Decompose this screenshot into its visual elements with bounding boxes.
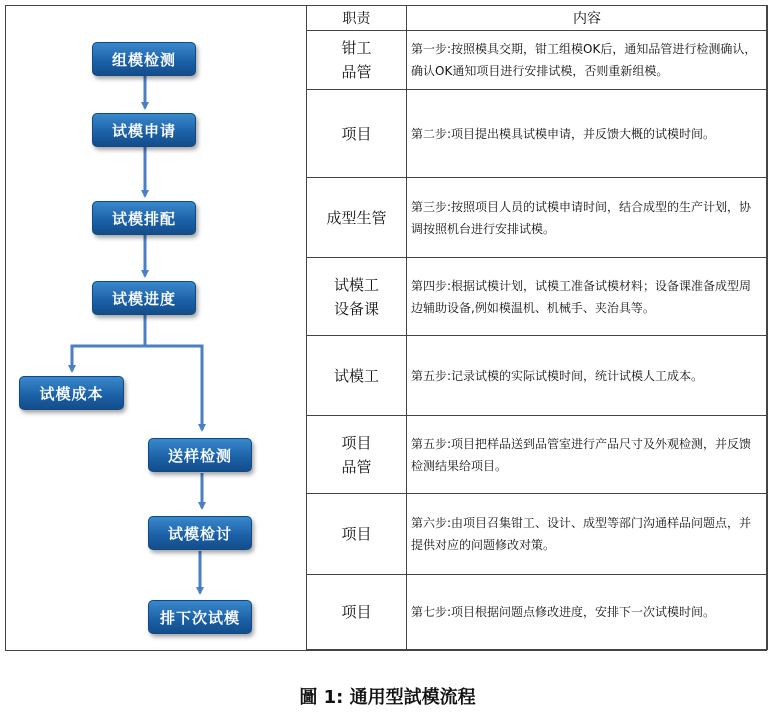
content-cell: 第四步:根据试模计划，试模工准备试模材料；设备课准备成型周边辅助设备,例如模温机、机械手、夹治具等。 <box>407 258 768 336</box>
flow-node-trial-scheduling: 试模排配 <box>92 201 196 235</box>
role-line: 项目 <box>341 433 372 452</box>
flow-node-trial-review: 试模检讨 <box>148 516 252 550</box>
header-content: 内容 <box>407 6 768 31</box>
role-line: 项目 <box>341 525 372 543</box>
role-line: 试模工 <box>333 275 379 294</box>
role-cell <box>307 178 407 258</box>
table-row <box>307 178 768 258</box>
flow-node-assembly-check: 组模检测 <box>92 42 196 76</box>
flow-node-trial-cost: 试模成本 <box>19 376 124 410</box>
content-cell: 第一步:按照模具交期，钳工组模OK后，通知品管进行检测确认，确认OK通知项目进行安排试模，否则重新组模。 <box>407 31 768 90</box>
flow-node-next-trial: 排下次试模 <box>148 600 252 634</box>
role-line: 设备课 <box>333 299 379 318</box>
content-cell: 第三步:按照项目人员的试模申请时间，结合成型的生产计划，协调按照机台进行安排试模。 <box>407 178 768 258</box>
table-row <box>307 31 768 90</box>
role-line: 项目 <box>341 124 372 143</box>
content-cell: 第六步:由项目召集钳工、设计、成型等部门沟通样品问题点，并提供对应的问题修改对策。 <box>407 494 768 575</box>
table-header-row <box>307 6 768 31</box>
responsibility-table <box>306 5 768 650</box>
arrow-branch-left <box>72 346 145 371</box>
role-cell <box>307 494 407 575</box>
flow-node-trial-request: 试模申请 <box>92 113 196 147</box>
role-line: 品管 <box>341 457 372 476</box>
flow-node-sample-inspection: 送样检测 <box>148 438 252 472</box>
role-line: 品管 <box>341 63 372 81</box>
role-line: 试模工 <box>333 366 379 385</box>
arrow-branch-right <box>145 346 202 430</box>
table-row <box>307 258 768 336</box>
role-cell <box>307 90 407 178</box>
table-row <box>307 416 768 494</box>
table-row <box>307 90 768 178</box>
table-row <box>307 494 768 575</box>
content-cell: 第七步:项目根据问题点修改进度，安排下一次试模时间。 <box>407 575 768 650</box>
role-cell <box>307 31 407 90</box>
role-cell <box>307 416 407 494</box>
role-line: 成型生管 <box>326 208 387 227</box>
header-role: 职责 <box>307 6 407 31</box>
table-row <box>307 575 768 650</box>
role-cell <box>307 258 407 336</box>
content-cell: 第五步:记录试模的实际试模时间，统计试模人工成本。 <box>407 336 768 416</box>
role-line: 钳工 <box>341 39 372 57</box>
flow-node-trial-progress: 试模进度 <box>92 281 196 315</box>
role-line: 项目 <box>341 603 372 621</box>
figure-caption: 圖 1: 通用型試模流程 <box>299 687 476 708</box>
table-row <box>307 336 768 416</box>
content-cell: 第二步:项目提出模具试模申请，并反馈大概的试模时间。 <box>407 90 768 178</box>
content-cell: 第五步:项目把样品送到品管室进行产品尺寸及外观检测，并反馈检测结果给项目。 <box>407 416 768 494</box>
role-cell <box>307 336 407 416</box>
role-cell <box>307 575 407 650</box>
